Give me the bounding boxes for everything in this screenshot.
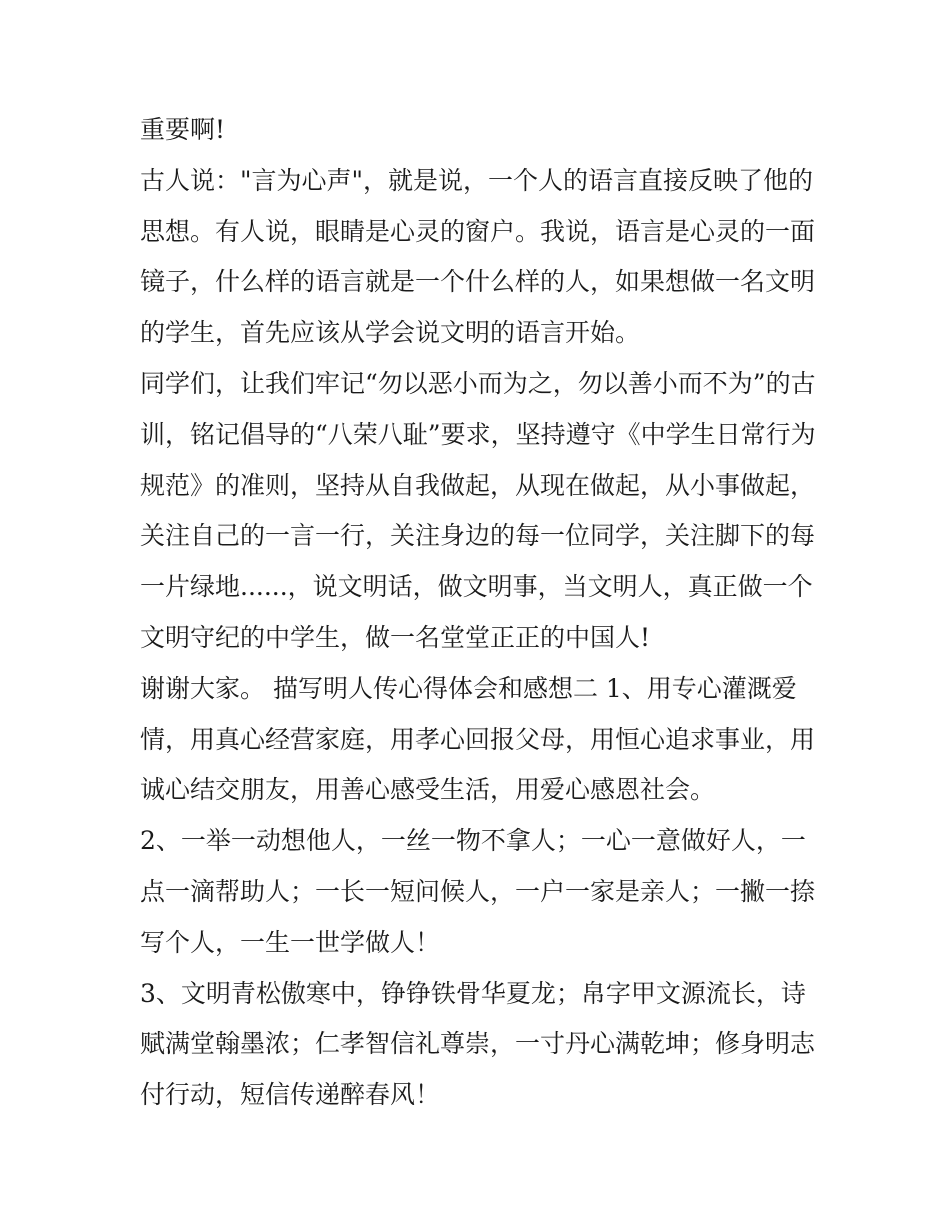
text-line: 点一滴帮助人；一长一短问候人，一户一家是亲人；一撇一捺 <box>140 876 816 906</box>
text-line: 一片绿地......，说文明话，做文明事，当文明人，真正做一个 <box>140 572 813 602</box>
text-line: 关注自己的一言一行，关注身边的每一位同学，关注脚下的每 <box>140 521 816 551</box>
text-line: 2、一举一动想他人，一丝一物不拿人；一心一意做好人，一 <box>140 826 806 856</box>
text-line: 赋满堂翰墨浓；仁孝智信礼尊崇，一寸丹心满乾坤；修身明志 <box>140 1029 816 1059</box>
text-line: 3、文明青松傲寒中，铮铮铁骨华夏龙；帛字甲文源流长，诗 <box>140 978 806 1008</box>
text-line: 训，铭记倡导的“八荣八耻”要求，坚持遵守《中学生日常行为 <box>140 419 816 449</box>
text-line: 镜子，什么样的语言就是一个什么样的人，如果想做一名文明 <box>140 267 816 297</box>
text-line: 同学们，让我们牢记“勿以恶小而为之，勿以善小而不为”的古 <box>140 368 816 398</box>
text-line: 思想。有人说，眼睛是心灵的窗户。我说，语言是心灵的一面 <box>140 216 816 246</box>
text-line: 重要啊! <box>140 115 226 144</box>
text-line: 的学生，首先应该从学会说文明的语言开始。 <box>140 318 641 348</box>
text-line: 付行动，短信传递醉春风！ <box>140 1080 441 1110</box>
text-line: 文明守纪的中学生，做一名堂堂正正的中国人! <box>140 622 651 652</box>
text-line: 谢谢大家。 描写明人传心得体会和感想二 1、用专心灌溉爱 <box>140 673 797 703</box>
text-line: 情，用真心经营家庭，用孝心回报父母，用恒心追求事业，用 <box>140 724 816 754</box>
text-line: 诚心结交朋友，用善心感受生活，用爱心感恩社会。 <box>140 775 716 805</box>
text-line: 规范》的准则，坚持从自我做起，从现在做起，从小事做起， <box>140 470 816 500</box>
text-line: 古人说："言为心声"，就是说，一个人的语言直接反映了他的 <box>140 165 814 195</box>
text-line: 写个人，一生一世学做人！ <box>140 927 441 957</box>
document-body <box>140 105 815 1121</box>
